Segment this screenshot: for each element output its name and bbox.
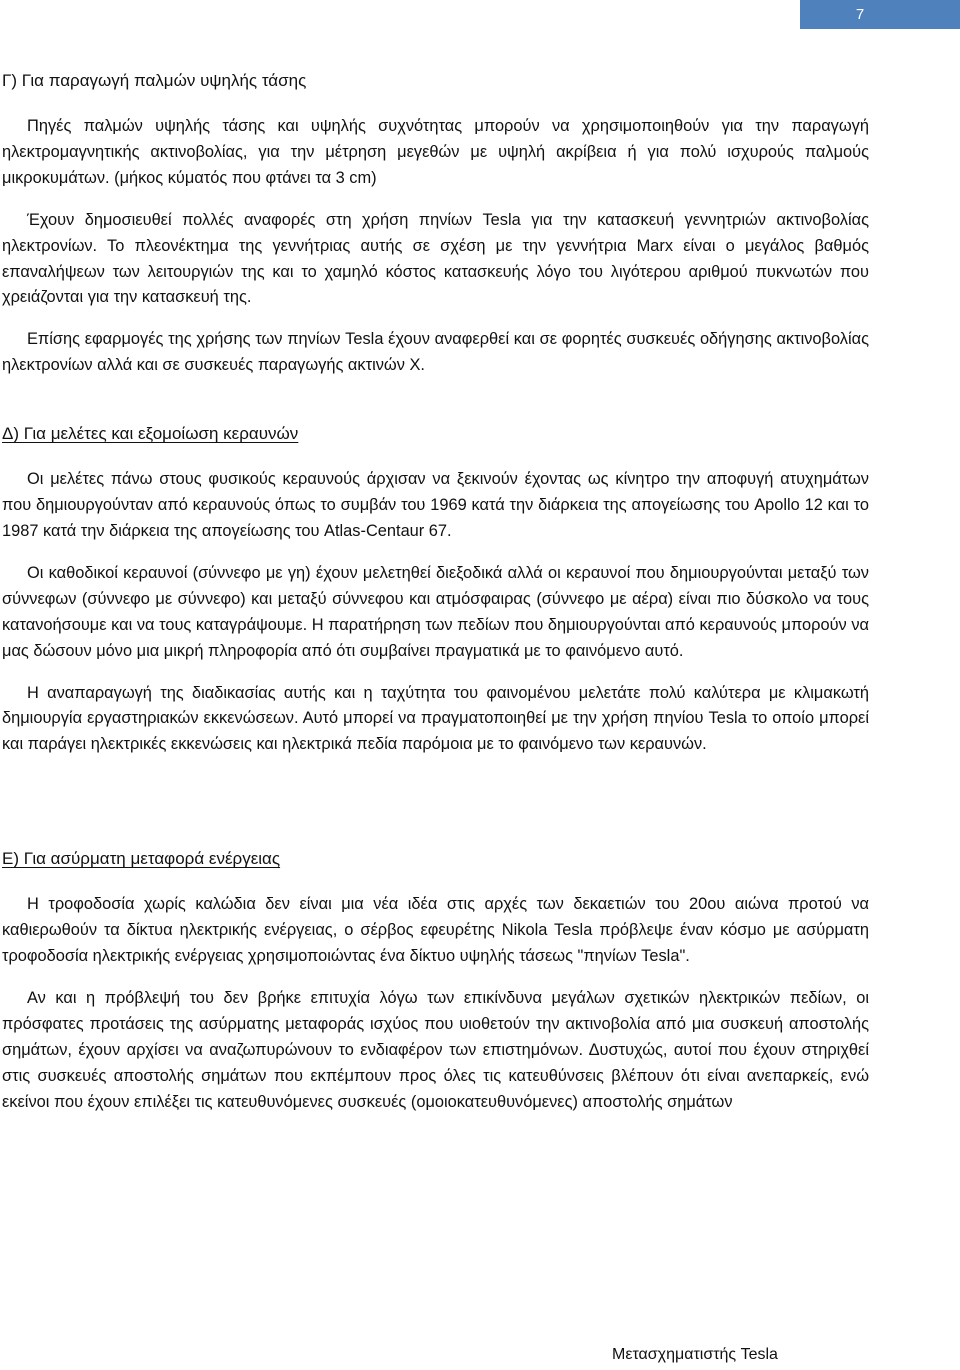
paragraph: Επίσης εφαρμογές της χρήσης των πηνίων Tesla έχουν αναφερθεί και σε φορητές συσκευές οδήγησης ακτινοβολίας ηλεκτρονίων αλλά και σε συσκευές παραγωγής ακτινών Χ. [2,330,869,375]
paragraph: Έχουν δημοσιευθεί πολλές αναφορές στη χρήση πηνίων Tesla για την κατασκευή γεννητριών ακτινοβολίας ηλεκτρονίων. Το πλεονέκτημα της γεννήτριας αυτής σε σχέση με την γεννήτρια Marx είναι ο μεγάλος βαθμός επαναλήψεων των λειτουργιών της και το χαμηλό κόστος κατασκευής λόγο του λιγότερου αριθμού πυκνωτών που χρειάζονται για την κατασκευή της. [2,210,869,307]
page-number-badge [800,0,960,29]
page-number: 7 [855,6,865,23]
paragraph: Οι καθοδικοί κεραυνοί (σύννεφο με γη) έχουν μελετηθεί διεξοδικά αλλά οι κεραυνοί που δημιουργούνται μεταξύ των σύννεφων (σύννεφο με σύννεφο) και μεταξύ σύννεφου και ατμόσφαιρας (σύννεφο με αέρα) είναι πιο δύσκολο να τους κατανοήσουμε και να τους καταγράψουμε. Η παρατήρηση των πεδίων που δημιουργούνται από κεραυνούς μπορούν να μας δώσουν μόνο μια μικρή πληροφορία από ότι συμβαίνει πραγματικά με το φαινόμενο αυτό. [2,563,869,660]
paragraph: Πηγές παλμών υψηλής τάσης και υψηλής συχνότητας μπορούν να χρησιμοποιηθούν για την παραγωγή ηλεκτρομαγνητικής ακτινοβολίας, για την μέτρηση μεγεθών με υψηλή ακρίβεια ή για πολύ ισχυρούς παλμούς μικροκυμάτων. (μήκος κύματός που φτάνει τα 3 cm) [2,117,869,187]
page-footer: Μετασχηματιστής Tesla [612,1346,778,1363]
section-heading-delta: Δ) Για μελέτες και εξομοίωση κεραυνών [2,424,299,444]
document-body [2,68,869,1131]
paragraph: Οι μελέτες πάνω στους φυσικούς κεραυνούς άρχισαν να ξεκινούν έχοντας ως κίνητρο την αποφυγή ατυχημάτων που δημιουργούνταν από κεραυνούς όπως το συμβάν του 1969 κατά την διάρκεια της απογείωσης του Apollo 12 και το 1987 κατά την διάρκεια της απογείωσης του Atlas-Centaur 67. [2,470,869,540]
paragraph: Η αναπαραγωγή της διαδικασίας αυτής και η ταχύτητα του φαινομένου μελετάτε πολύ καλύτερα με κλιμακωτή δημιουργία εργαστηριακών εκκενώσεων. Αυτό μπορεί να πραγματοποιηθεί με την χρήση πηνίου Tesla το οποίο μπορεί και παράγει ηλεκτρικές εκκενώσεις και ηλεκτρικά πεδία παρόμοια με το φαινόμενο των κεραυνών. [2,683,869,754]
paragraph: Η τροφοδοσία χωρίς καλώδια δεν είναι μια νέα ιδέα στις αρχές των δεκαετιών του 20ου αιώνα προτού να καθιερωθούν τα δίκτυα ηλεκτρικής ενέργειας, ο σέρβος εφευρέτης Nikola Tesla πρόβλεψε έναν κόσμο με ασύρματη τροφοδοσία ηλεκτρικής ενέργειας χρησιμοποιώντας ένα δίκτυο υψηλής τάσεως "πηνίων Tesla". [2,895,869,966]
section-heading-epsilon: Ε) Για ασύρματη μεταφορά ενέργειας [2,849,281,869]
section-heading-gamma: Γ) Για παραγωγή παλμών υψηλής τάσης [2,71,307,90]
paragraph: Αν και η πρόβλεψή του δεν βρήκε επιτυχία λόγω των επικίνδυνα μεγάλων σχετικών ηλεκτρικών πεδίων, οι πρόσφατες προτάσεις της ασύρματης μεταφοράς ισχύος που υιοθετούν την ακτινοβολία από μια συσκευή αποστολής σημάτων, έχουν αρχίσει να αναζωπυρώνουν το ενδιαφέρον των επιστημόνων. Δυστυχώς, αυτοί που έχουν στηριχθεί στις συσκευές αποστολής σημάτων που εκπέμπουν προς όλες τις κατευθύνσεις βλέπουν ότι είναι ανεπαρκείς, ενώ εκείνοι που έχουν επιλέξει τις κατευθυνόμενες συσκευές (ομοιοκατευθυνόμενες) αποστολής σημάτων [2,988,869,1111]
